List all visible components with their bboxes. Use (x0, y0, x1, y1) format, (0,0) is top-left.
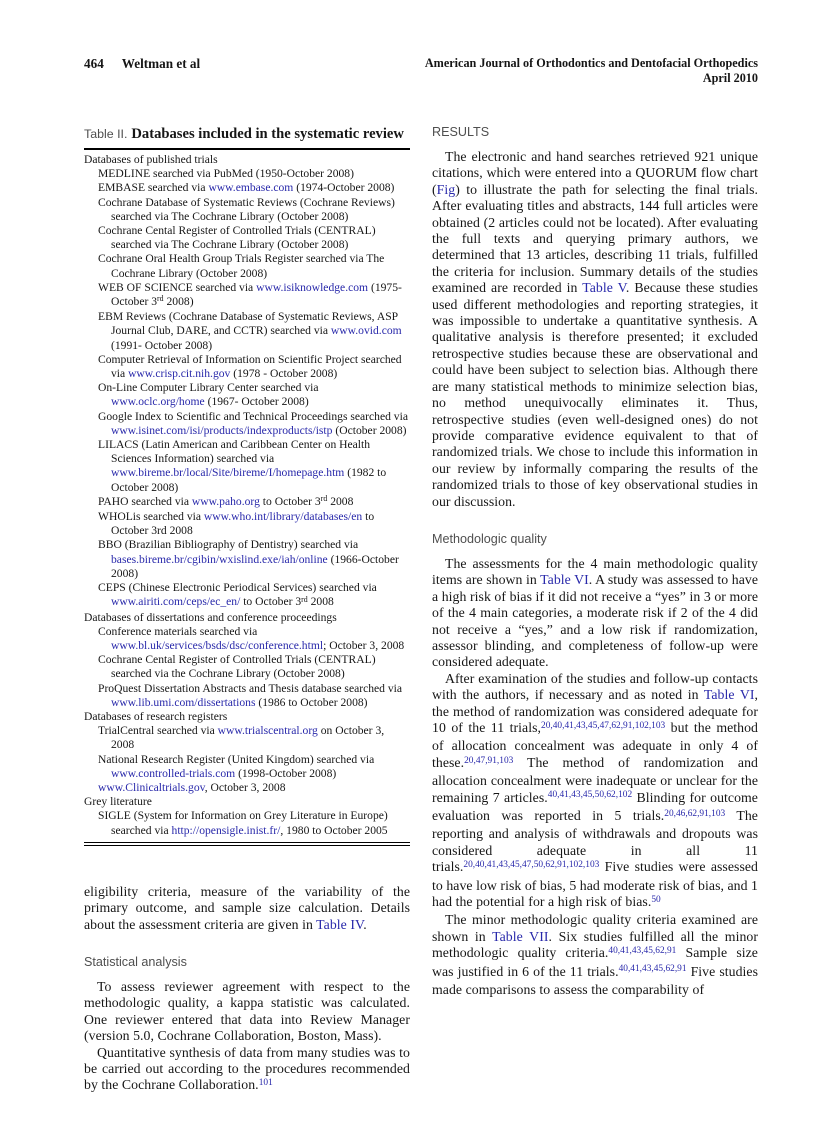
text-segment: Blinding for outcome evaluation was reported in 5 trials. (432, 789, 758, 824)
section-heading: Methodologic quality (432, 531, 547, 546)
text-segment: (1975-October 3 (111, 280, 402, 309)
paragraph (84, 979, 410, 1045)
table-entry (84, 281, 410, 310)
link[interactable]: www.isiknowledge.com (256, 280, 369, 294)
text-segment: National Research Register (United Kingdom) searched via (98, 752, 375, 766)
table-entry (84, 353, 410, 381)
link[interactable]: www.trialscentral.org (217, 724, 318, 738)
text-segment: eligibility criteria, measure of the variability of the primary outcome, and sample size calculation. Details about the assessment criteria are given in (84, 883, 410, 932)
text-segment: Quantitative synthesis of data from many studies was to be carried out according to the procedures recommended by the Cochrane Collaboration. (84, 1044, 410, 1093)
text-segment: ; October 3, 2008 (323, 638, 405, 652)
ordinal-suffix: rd (320, 494, 328, 504)
table-group-header: Databases of research registers (84, 709, 228, 723)
link[interactable]: www.airiti.com/ceps/ec_en/ (111, 595, 241, 609)
citation-ref[interactable]: 20,40,41,43,45,47,50,62,91,102,103 (463, 860, 600, 871)
section-heading: RESULTS (432, 125, 490, 139)
paragraph (84, 884, 410, 933)
running-authors: Weltman et al (121, 56, 201, 71)
table-entry (84, 625, 410, 653)
text-segment: 2008) (163, 295, 194, 309)
text-segment: The reporting and analysis of withdrawals and dropouts was considered adequate in all 11 trials. (432, 808, 758, 875)
text-segment: On-Line Computer Library Center searched via (98, 381, 319, 395)
journal-issue: April 2010 (702, 70, 758, 85)
table-entry (84, 753, 410, 781)
right-text-blocks (432, 125, 758, 999)
link[interactable]: www.bl.uk/services/bsds/dsc/conference.html (111, 638, 324, 652)
text-segment: , October 3, 2008 (204, 780, 286, 794)
link[interactable]: Table VII (492, 928, 549, 944)
text-segment: EMBASE searched via (98, 181, 209, 195)
text-segment: to October 3 (259, 494, 321, 508)
text-segment: The minor methodologic quality criteria examined are shown in (432, 912, 758, 944)
table-body (84, 150, 410, 840)
table-entry (84, 167, 410, 181)
text-segment: (1998-October 2008) (235, 766, 337, 780)
text-segment: CEPS (Chinese Electronic Periodical Services) searched via (98, 581, 377, 595)
link[interactable]: www.paho.org (191, 494, 260, 508)
text-segment: TrialCentral searched via (98, 724, 218, 738)
table-entry (84, 495, 410, 510)
page-header (84, 56, 758, 85)
link[interactable]: Fig (436, 181, 456, 197)
text-segment: Cochrane Cental Register of Controlled Trials (CENTRAL) searched via the Cochrane Library (October 2008) (98, 653, 376, 681)
table-entry (84, 224, 410, 252)
text-segment: . Because these studies used different methodologies and reporting strategies, it was impossible to undertake a quantitative synthesis. A qualitative analysis is therefore presented; it excluded retrospective studies because these are observational and could have been subject to selection bias. Although there are many statistical methods to minimize selection bias, no method unequivocally eliminates it. Thus, retrospective studies (even well-designed ones) do not provide comparative evidence equivalent to that of randomized trials. We chose to include this information in our review by informally comparing the results of the randomized trials to those of key observational studies in our discussion. (432, 280, 758, 509)
text-segment: 2008 (307, 595, 334, 609)
text-segment: WEB OF SCIENCE searched via (98, 280, 257, 294)
table-entry (84, 196, 410, 224)
paragraph (432, 671, 758, 913)
text-segment: (1978 - October 2008) (230, 367, 338, 381)
table-bottom-rule (84, 842, 410, 846)
table-entry (84, 410, 410, 438)
text-segment: BBO (Brazilian Bibliography of Dentistry) searched via (98, 538, 359, 552)
citation-ref[interactable]: 20,47,91,103 (464, 755, 514, 766)
link[interactable]: www.ovid.com (330, 324, 402, 338)
link[interactable]: www.who.int/library/databases/en (203, 510, 363, 524)
text-segment: After examination of the studies and follow-up contacts with the authors, if necessary and as noted in (432, 670, 758, 703)
table-group-header: Databases of published trials (84, 153, 218, 166)
text-segment: , 1980 to October 2005 (280, 823, 388, 837)
text-segment: . (363, 916, 367, 932)
text-segment: Google Index to Scientific and Technical Proceedings searched via (98, 409, 408, 423)
text-segment: on October 3, 2008 (111, 724, 385, 752)
table-entry (84, 809, 410, 837)
citation-ref[interactable]: 20,46,62,91,103 (664, 808, 726, 819)
paragraph (84, 1045, 410, 1096)
citation-ref[interactable]: 40,41,43,45,50,62,102 (547, 790, 633, 801)
text-segment: ) to illustrate the path for selecting the final trials. After evaluating titles and abstracts, 144 full articles were obtained (2 articles could not be located). After evaluating the full texts and querying primary authors, we determined that 13 articles, describing 11 trials, fulfilled the criteria for inclusion. Summary details of the studies examined are recorded in (432, 181, 758, 296)
text-segment: ProQuest Dissertation Abstracts and Thesis database searched via (98, 681, 403, 695)
table-entry (84, 653, 410, 681)
text-segment: Five studies were assessed to have low risk of bias, 5 had moderate risk of bias, and 1 had the potential for a high risk of bias. (432, 859, 758, 910)
text-segment: MEDLINE searched via PubMed (1950-October 2008) (98, 167, 354, 181)
citation-ref[interactable]: 50 (651, 894, 661, 905)
text-segment: Conference materials searched via (98, 624, 258, 638)
text-segment: (1982 to October 2008) (111, 466, 387, 494)
table-entry (84, 510, 410, 538)
text-segment: Cochrane Cental Register of Controlled Trials (CENTRAL) searched via The Cochrane Library (October 2008) (98, 224, 376, 252)
link[interactable]: www.controlled-trials.com (111, 766, 236, 780)
text-segment: Five studies made comparisons to assess the comparability of (432, 963, 758, 998)
table-entry (84, 181, 410, 195)
text-segment: to October 3 (240, 595, 302, 609)
paragraph (432, 149, 758, 510)
link[interactable]: Table IV (316, 916, 364, 932)
text-segment: Computer Retrieval of Information on Scientific Project searched via (98, 352, 402, 381)
text-segment: Cochrane Database of Systematic Reviews (Cochrane Reviews) searched via The Cochrane Library (October 2008) (98, 195, 395, 223)
text-segment: Cochrane Oral Health Group Trials Register searched via The Cochrane Library (October 2008) (98, 252, 385, 280)
running-head-left (84, 56, 200, 72)
text-segment: 2008 (327, 494, 354, 508)
table-entry (84, 724, 410, 752)
text-segment: EBM Reviews (Cochrane Database of Systematic Reviews, ASP Journal Club, DARE, and CCTR) searched via (98, 310, 398, 338)
ordinal-suffix: rd (301, 594, 308, 604)
left-column (84, 120, 410, 1096)
link[interactable]: www.isinet.com/isi/products/indexproducts/istp (111, 423, 333, 437)
link[interactable]: www.oclc.org/home (111, 395, 205, 409)
table-caption (84, 124, 410, 144)
text-segment: . A study was assessed to have a high risk of bias if it did not receive a “yes” in 3 or more of the 4 main categories, a moderate risk if 2 of the 4 did not receive a “yes,” and a low risk if randomization, assessor blinding, and completeness of follow-up were considered adequate. (432, 572, 758, 670)
link[interactable]: www.embase.com (208, 181, 294, 195)
text-segment: (1966-October 2008) (111, 552, 399, 580)
text-segment: but the method of allocation concealment was adequate in only 4 of these. (432, 720, 759, 770)
paragraph (432, 556, 758, 671)
link[interactable]: http://opensigle.inist.fr/ (171, 823, 281, 837)
text-segment: Sample size was justified in 6 of the 11 trials. (432, 945, 758, 979)
table-label: Table II. (84, 127, 128, 141)
text-segment: SIGLE (System for Information on Grey Literature in Europe) searched via (98, 809, 388, 837)
text-segment: (1986 to October 2008) (255, 695, 368, 709)
text-segment: PAHO searched via (98, 494, 192, 508)
table-entry (84, 310, 410, 353)
left-text-blocks (84, 884, 410, 1096)
citation-ref[interactable]: 40,41,43,45,62,91 (618, 964, 687, 975)
table-entry (84, 781, 410, 795)
link[interactable]: bases.bireme.br/cgibin/wxislind.exe/iah/online (111, 552, 328, 566)
journal-title: American Journal of Orthodontics and Dentofacial Orthopedics (424, 56, 758, 70)
citation-ref[interactable]: 20,40,41,43,45,47,62,91,102,103 (541, 720, 666, 731)
text-segment: , the method of randomization was considered adequate for 10 of the 11 trials, (432, 687, 758, 735)
page-number: 464 (84, 56, 104, 71)
table-entry (84, 538, 410, 581)
link[interactable]: www.crisp.cit.nih.gov (128, 367, 231, 381)
table-entry (84, 682, 410, 710)
link[interactable]: www.Clinicaltrials.gov (98, 780, 205, 794)
link[interactable]: Table VI (703, 687, 755, 703)
link[interactable]: www.bireme.br/local/Site/bireme/I/homepage.htm (111, 466, 345, 480)
table-entry (84, 252, 410, 280)
ordinal-suffix: rd (157, 294, 164, 304)
citation-ref[interactable]: 40,41,43,45,62,91 (608, 946, 677, 957)
text-segment: to October 3rd 2008 (111, 510, 375, 538)
text-segment: (1974-October 2008) (293, 181, 395, 195)
section-heading: Statistical analysis (84, 954, 187, 969)
link[interactable]: Table V (582, 280, 626, 296)
text-segment: (1991- October 2008) (111, 338, 213, 352)
text-segment: LILACS (Latin American and Caribbean Center on Health Sciences Information) searched via (98, 438, 371, 466)
text-segment: (October 2008) (332, 423, 407, 437)
text-segment: The method of randomization and allocation concealment were inadequate or unclear for the remaining 7 articles. (432, 754, 758, 805)
table-group-header: Databases of dissertations and conference proceedings (84, 610, 337, 624)
citation-ref[interactable]: 101 (258, 1078, 273, 1089)
right-column (432, 120, 758, 999)
paragraph (432, 912, 758, 998)
table-title: Databases included in the systematic review (131, 126, 404, 142)
text-segment: (1967- October 2008) (204, 395, 309, 409)
text-segment: The assessments for the 4 main methodologic quality items are shown in (432, 555, 758, 588)
text-segment: . Six studies fulfilled all the minor methodologic quality criteria. (432, 928, 758, 961)
running-head-right (425, 56, 758, 85)
text-segment: The electronic and hand searches retrieved 921 unique citations, which were entered into a QUORUM flow chart ( (432, 149, 758, 197)
table-entry (84, 581, 410, 610)
table-entry (84, 438, 410, 495)
link[interactable]: www.lib.umi.com/dissertations (111, 695, 256, 709)
table-group-header: Grey literature (84, 795, 152, 809)
table-entry (84, 381, 410, 409)
text-segment: WHOLis searched via (98, 510, 204, 524)
text-segment: To assess reviewer agreement with respect to the methodologic quality, a kappa statistic was calculated. One reviewer entered that data into Review Manager (version 5.0, Cochrane Collaboration, Boston, Mass). (84, 978, 410, 1044)
link[interactable]: Table VI (540, 572, 589, 588)
